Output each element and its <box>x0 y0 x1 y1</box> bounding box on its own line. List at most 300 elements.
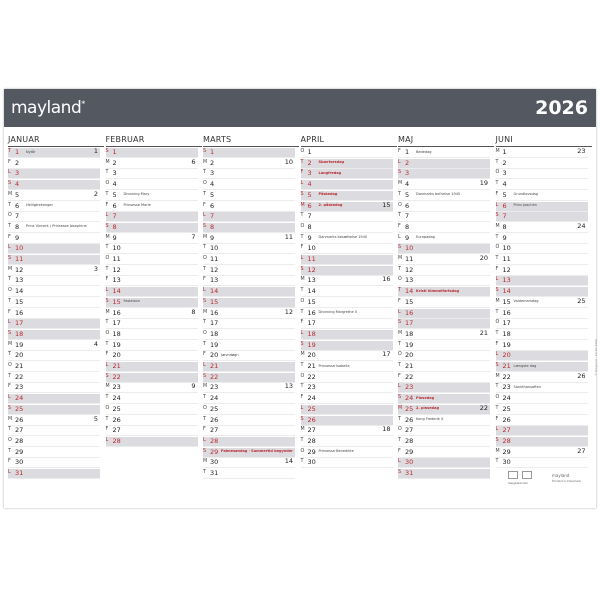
day-row[interactable] <box>496 330 588 340</box>
day-row[interactable] <box>106 416 198 426</box>
day-row[interactable] <box>106 244 198 254</box>
months-grid <box>8 135 592 502</box>
day-number: 19 <box>307 340 316 349</box>
day-number: 12 <box>210 265 219 274</box>
weekday-letter: T <box>203 170 206 176</box>
day-row[interactable] <box>398 202 490 212</box>
weekday-letter: T <box>398 213 401 219</box>
day-row[interactable] <box>8 212 100 222</box>
month-name: FEBRUAR <box>105 135 145 144</box>
day-row[interactable] <box>106 234 198 244</box>
day-row[interactable] <box>301 169 393 179</box>
day-row[interactable] <box>106 255 198 265</box>
day-row[interactable] <box>106 405 198 415</box>
day-row[interactable] <box>203 351 295 361</box>
day-row[interactable] <box>106 319 198 329</box>
day-row[interactable] <box>106 426 198 436</box>
day-row[interactable] <box>106 362 198 372</box>
day-number: 1 <box>502 148 507 156</box>
day-number: 26 <box>15 415 24 424</box>
day-row[interactable] <box>496 426 588 436</box>
day-number: 2 <box>405 158 410 167</box>
weekday-letter: T <box>203 266 206 272</box>
weekday-letter: T <box>8 427 11 433</box>
day-row[interactable] <box>203 394 295 404</box>
day-row[interactable] <box>8 287 100 297</box>
day-row[interactable] <box>8 330 100 340</box>
day-row[interactable] <box>496 180 588 190</box>
day-row[interactable] <box>106 191 198 201</box>
weekday-letter: F <box>300 245 304 251</box>
weekday-letter: M <box>300 352 305 358</box>
day-number: 27 <box>405 426 414 435</box>
day-row[interactable] <box>8 266 100 276</box>
day-row[interactable] <box>203 448 295 458</box>
day-row[interactable] <box>301 394 393 404</box>
day-row[interactable] <box>8 383 100 393</box>
day-row[interactable] <box>398 319 490 329</box>
event-text: 2. pinsedag <box>416 406 440 411</box>
day-row[interactable] <box>301 202 393 212</box>
month-divider <box>398 146 494 147</box>
day-row[interactable] <box>398 287 490 297</box>
day-number: 6 <box>15 201 20 210</box>
weekend-band <box>398 159 490 168</box>
day-row[interactable] <box>106 159 198 169</box>
week-number: 9 <box>191 382 196 391</box>
event-text: Pinsedag <box>416 395 435 400</box>
day-row[interactable] <box>301 416 393 426</box>
day-row[interactable] <box>203 405 295 415</box>
day-row[interactable] <box>8 159 100 169</box>
day-row[interactable] <box>8 191 100 201</box>
day-row[interactable] <box>106 180 198 190</box>
day-row[interactable] <box>301 309 393 319</box>
weekday-letter: T <box>105 191 109 197</box>
day-row[interactable] <box>496 159 588 169</box>
weekday-letter: L <box>495 277 499 283</box>
day-row[interactable] <box>203 148 295 158</box>
day-row[interactable] <box>496 309 588 319</box>
day-number: 3 <box>502 169 507 178</box>
day-row[interactable] <box>8 223 100 233</box>
day-row[interactable] <box>203 266 295 276</box>
day-row[interactable] <box>8 426 100 436</box>
day-row[interactable] <box>203 416 295 426</box>
day-row[interactable] <box>203 458 295 468</box>
day-number: 15 <box>502 297 511 306</box>
weekday-letter: F <box>203 277 206 283</box>
weekday-letter: F <box>495 416 499 422</box>
day-row[interactable] <box>301 276 393 286</box>
weekday-letter: L <box>203 437 206 443</box>
day-row[interactable] <box>8 448 100 458</box>
weekday-letter: T <box>203 341 206 347</box>
weekday-letter: T <box>105 320 109 326</box>
weekday-letter: F <box>105 202 109 208</box>
event-text: Palmesøndag · Sommertid begynder <box>221 449 293 454</box>
day-number: 14 <box>502 287 511 296</box>
day-number: 13 <box>405 276 414 285</box>
day-row[interactable] <box>8 244 100 254</box>
day-row[interactable] <box>106 373 198 383</box>
day-row[interactable] <box>301 373 393 383</box>
weekday-letter: M <box>398 405 403 411</box>
day-number: 2 <box>307 158 312 167</box>
weekday-letter: S <box>495 213 499 219</box>
day-row[interactable] <box>398 159 490 169</box>
day-row[interactable] <box>398 255 490 265</box>
day-number: 28 <box>405 436 414 445</box>
day-row[interactable] <box>203 234 295 244</box>
day-number: 28 <box>15 436 24 445</box>
side-text: © Mayland - 26 66 6680 <box>594 339 598 376</box>
day-row[interactable] <box>301 319 393 329</box>
day-row[interactable] <box>496 394 588 404</box>
day-row[interactable] <box>496 169 588 179</box>
day-row[interactable] <box>301 234 393 244</box>
weekday-letter: S <box>398 320 402 326</box>
day-number: 28 <box>210 436 219 445</box>
day-row[interactable] <box>8 437 100 447</box>
day-row[interactable] <box>106 309 198 319</box>
day-row[interactable] <box>496 319 588 329</box>
day-number: 8 <box>210 222 215 231</box>
day-row[interactable] <box>301 159 393 169</box>
weekday-letter: O <box>495 170 500 176</box>
day-number: 21 <box>405 362 414 370</box>
day-row[interactable] <box>496 234 588 244</box>
day-row[interactable] <box>8 469 100 479</box>
day-number: 7 <box>15 212 20 221</box>
day-row[interactable] <box>8 180 100 190</box>
day-row[interactable] <box>301 223 393 233</box>
week-number: 11 <box>284 232 293 241</box>
day-row[interactable] <box>203 426 295 436</box>
week-number: 20 <box>479 254 488 262</box>
day-row[interactable] <box>8 319 100 329</box>
day-number: 11 <box>210 255 219 263</box>
weekday-letter: O <box>8 437 12 443</box>
day-row[interactable] <box>398 448 490 458</box>
day-row[interactable] <box>301 330 393 340</box>
day-row[interactable] <box>496 373 588 383</box>
day-row[interactable] <box>398 416 490 426</box>
weekday-letter: S <box>203 149 207 154</box>
day-row[interactable] <box>8 169 100 179</box>
day-row[interactable] <box>398 362 490 372</box>
weekday-letter: T <box>300 288 304 294</box>
day-row[interactable] <box>496 148 588 158</box>
day-row[interactable] <box>398 351 490 361</box>
weekday-letter: O <box>398 202 402 208</box>
day-row[interactable] <box>496 383 588 393</box>
day-row[interactable] <box>203 223 295 233</box>
weekend-band <box>203 212 295 221</box>
day-row[interactable] <box>301 437 393 447</box>
day-row[interactable] <box>8 255 100 265</box>
day-row[interactable] <box>496 244 588 254</box>
day-row[interactable] <box>301 448 393 458</box>
day-number: 29 <box>15 447 24 456</box>
day-row[interactable] <box>301 255 393 265</box>
weekday-letter: T <box>495 330 499 336</box>
day-row[interactable] <box>398 180 490 190</box>
weekday-letter: T <box>8 448 11 454</box>
day-row[interactable] <box>496 223 588 233</box>
day-number: 9 <box>405 233 410 242</box>
day-number: 29 <box>502 447 511 456</box>
day-row[interactable] <box>398 373 490 383</box>
day-row[interactable] <box>301 298 393 308</box>
weekday-letter: T <box>203 191 206 197</box>
event-text: Prinsesse Marie <box>123 203 151 207</box>
day-row[interactable] <box>301 426 393 436</box>
weekday-letter: L <box>300 330 304 336</box>
day-row[interactable] <box>301 266 393 276</box>
weekday-letter: T <box>398 341 401 347</box>
weekday-letter: T <box>8 277 11 283</box>
day-row[interactable] <box>398 298 490 308</box>
day-row[interactable] <box>496 351 588 361</box>
day-row[interactable] <box>8 362 100 372</box>
day-row[interactable] <box>496 448 588 458</box>
day-row[interactable] <box>8 234 100 244</box>
weekday-letter: S <box>300 266 304 272</box>
day-row[interactable] <box>8 298 100 308</box>
day-row[interactable] <box>301 191 393 201</box>
weekday-letter: F <box>398 373 401 379</box>
day-row[interactable] <box>203 437 295 447</box>
day-number: 3 <box>307 169 312 178</box>
day-row[interactable] <box>301 351 393 361</box>
day-row[interactable] <box>203 244 295 254</box>
weekday-letter: F <box>398 223 401 229</box>
day-number: 16 <box>405 308 414 317</box>
weekday-letter: M <box>495 149 500 154</box>
weekday-letter: F <box>398 149 401 154</box>
day-row[interactable] <box>203 319 295 329</box>
day-row[interactable] <box>301 458 393 468</box>
week-number: 25 <box>577 296 586 305</box>
day-number: 14 <box>15 287 24 296</box>
month-name: MAJ <box>398 135 414 144</box>
day-row[interactable] <box>8 309 100 319</box>
day-row[interactable] <box>106 437 198 447</box>
weekday-letter: M <box>203 159 208 165</box>
month-name: APRIL <box>300 135 325 144</box>
day-row[interactable] <box>496 212 588 222</box>
weekday-letter: T <box>8 298 11 304</box>
weekday-letter: S <box>203 298 207 304</box>
week-number: 6 <box>191 157 196 166</box>
day-row[interactable] <box>301 148 393 158</box>
day-row[interactable] <box>496 362 588 372</box>
weekday-letter: S <box>105 373 109 379</box>
day-row[interactable] <box>8 341 100 351</box>
day-row[interactable] <box>8 394 100 404</box>
day-row[interactable] <box>398 191 490 201</box>
day-row[interactable] <box>398 405 490 415</box>
day-row[interactable] <box>8 351 100 361</box>
weekday-letter: S <box>203 223 207 229</box>
weekday-letter: L <box>105 437 109 443</box>
day-row[interactable] <box>8 458 100 468</box>
event-text: Skærtorsdag <box>318 160 345 165</box>
weekday-letter: S <box>300 341 304 347</box>
day-number: 3 <box>405 169 410 178</box>
weekday-letter: O <box>8 213 12 219</box>
day-row[interactable] <box>398 469 490 479</box>
day-row[interactable] <box>106 276 198 286</box>
day-row[interactable] <box>496 405 588 415</box>
day-row[interactable] <box>301 212 393 222</box>
day-row[interactable] <box>203 298 295 308</box>
weekday-letter: L <box>300 256 304 261</box>
day-number: 3 <box>112 169 117 178</box>
day-row[interactable] <box>398 266 490 276</box>
day-row[interactable] <box>398 341 490 351</box>
day-row[interactable] <box>8 405 100 415</box>
day-row[interactable] <box>106 169 198 179</box>
day-row[interactable] <box>398 148 490 158</box>
day-number: 1 <box>15 148 20 156</box>
weekday-letter: F <box>203 202 206 208</box>
weekday-letter: L <box>8 320 11 326</box>
day-row[interactable] <box>398 426 490 436</box>
day-row[interactable] <box>8 202 100 212</box>
day-row[interactable] <box>496 266 588 276</box>
weekday-letter: T <box>203 245 206 251</box>
day-row[interactable] <box>203 287 295 297</box>
weekday-letter: L <box>105 288 109 294</box>
day-row[interactable] <box>106 383 198 393</box>
day-row[interactable] <box>106 330 198 340</box>
day-row[interactable] <box>203 202 295 212</box>
day-row[interactable] <box>496 276 588 286</box>
day-row[interactable] <box>203 212 295 222</box>
day-row[interactable] <box>8 276 100 286</box>
day-number: 17 <box>405 319 414 328</box>
day-number: 15 <box>210 297 219 306</box>
week-number: 22 <box>479 403 488 412</box>
day-row[interactable] <box>398 437 490 447</box>
day-row[interactable] <box>398 458 490 468</box>
day-row[interactable] <box>398 394 490 404</box>
day-row[interactable] <box>398 244 490 254</box>
day-row[interactable] <box>398 383 490 393</box>
day-row[interactable] <box>203 276 295 286</box>
day-row[interactable] <box>496 341 588 351</box>
day-row[interactable] <box>301 341 393 351</box>
day-row[interactable] <box>398 330 490 340</box>
day-row[interactable] <box>203 159 295 169</box>
weekday-letter: T <box>300 384 304 390</box>
day-row[interactable] <box>106 266 198 276</box>
day-row[interactable] <box>203 191 295 201</box>
day-number: 16 <box>307 308 316 317</box>
day-row[interactable] <box>203 180 295 190</box>
day-row[interactable] <box>496 416 588 426</box>
day-row[interactable] <box>398 212 490 222</box>
weekday-letter: T <box>398 266 401 272</box>
event-text: Danmarks besættelse 1940 <box>318 235 368 240</box>
day-row[interactable] <box>203 383 295 393</box>
day-row[interactable] <box>496 191 588 201</box>
day-row[interactable] <box>301 244 393 254</box>
day-number: 22 <box>405 372 414 381</box>
day-number: 26 <box>112 415 121 424</box>
day-row[interactable] <box>203 169 295 179</box>
day-number: 23 <box>15 383 24 392</box>
day-row[interactable] <box>496 287 588 297</box>
weekday-letter: F <box>300 320 304 326</box>
event-text: Prinsesse Isabella <box>318 363 350 368</box>
day-row[interactable] <box>106 351 198 361</box>
day-row[interactable] <box>106 394 198 404</box>
day-row[interactable] <box>496 202 588 212</box>
weekday-letter: L <box>203 288 206 294</box>
day-row[interactable] <box>106 287 198 297</box>
day-row[interactable] <box>398 169 490 179</box>
day-row[interactable] <box>496 298 588 308</box>
day-row[interactable] <box>496 437 588 447</box>
day-row[interactable] <box>398 276 490 286</box>
day-number: 8 <box>307 222 312 231</box>
day-row[interactable] <box>398 234 490 244</box>
day-row[interactable] <box>106 148 198 158</box>
day-row[interactable] <box>203 341 295 351</box>
day-row[interactable] <box>398 309 490 319</box>
day-number: 22 <box>502 372 511 381</box>
day-number: 27 <box>307 426 316 435</box>
day-number: 5 <box>112 190 117 199</box>
event-text: Dronning Mary <box>123 192 150 197</box>
weekday-letter: O <box>300 298 305 304</box>
day-row[interactable] <box>106 212 198 222</box>
day-row[interactable] <box>106 341 198 351</box>
day-number: 17 <box>112 319 121 328</box>
day-row[interactable] <box>106 298 198 308</box>
day-number: 21 <box>15 362 24 370</box>
day-row[interactable] <box>301 287 393 297</box>
day-row[interactable] <box>203 373 295 383</box>
day-number: 20 <box>405 351 414 360</box>
day-number: 12 <box>405 265 414 274</box>
day-row[interactable] <box>301 180 393 190</box>
day-row[interactable] <box>301 383 393 393</box>
day-row[interactable] <box>496 458 588 468</box>
weekday-letter: M <box>495 373 500 379</box>
day-row[interactable] <box>8 416 100 426</box>
day-row[interactable] <box>8 373 100 383</box>
day-number: 2 <box>15 158 20 167</box>
day-row[interactable] <box>203 469 295 479</box>
day-row[interactable] <box>203 362 295 372</box>
day-row[interactable] <box>398 223 490 233</box>
day-row[interactable] <box>301 405 393 415</box>
day-row[interactable] <box>301 362 393 372</box>
day-row[interactable] <box>203 255 295 265</box>
month-name: JANUAR <box>8 135 40 144</box>
day-row[interactable] <box>203 330 295 340</box>
day-row[interactable] <box>496 255 588 265</box>
day-number: 8 <box>405 222 410 231</box>
day-row[interactable] <box>8 148 100 158</box>
day-row[interactable] <box>106 223 198 233</box>
day-row[interactable] <box>106 202 198 212</box>
day-row[interactable] <box>203 309 295 319</box>
